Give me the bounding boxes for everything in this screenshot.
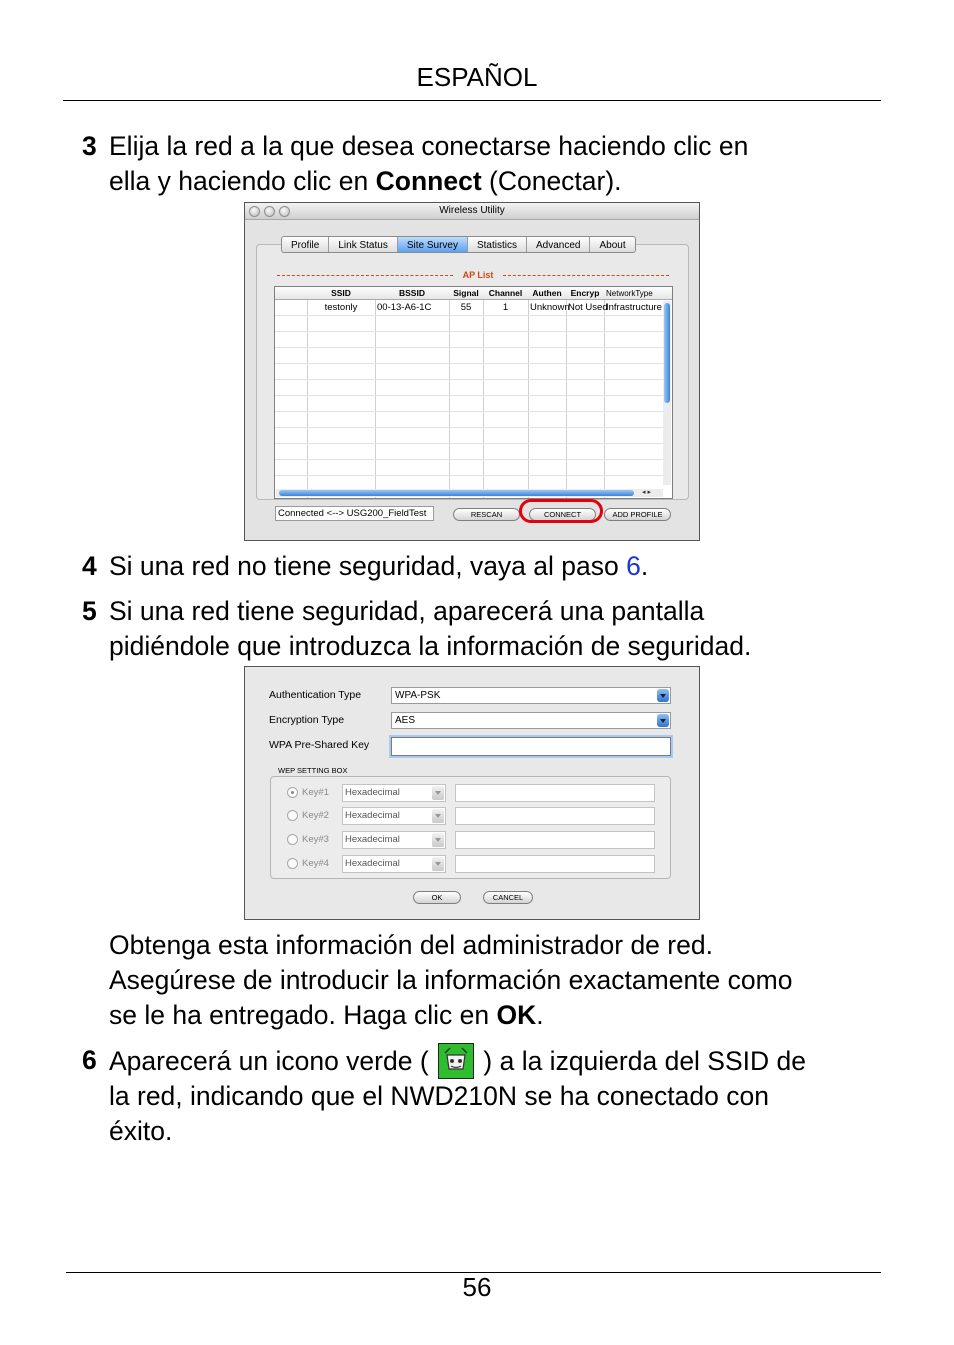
row-divider <box>275 347 664 348</box>
step-5-line-2: pidiéndole que introduzca la información de seguridad. <box>109 631 752 661</box>
step-4-line-1 <box>109 549 882 584</box>
tab-link-status[interactable]: Link Status <box>329 237 397 252</box>
key1-format-value: Hexadecimal <box>345 787 400 798</box>
ap-list-legend <box>273 270 673 282</box>
step-6-line-1 <box>109 1043 882 1079</box>
header-rule <box>63 100 881 101</box>
column-header-ssid[interactable]: SSID <box>331 288 351 298</box>
step-number: 3 <box>82 131 97 161</box>
key4-radio[interactable] <box>287 858 298 869</box>
cell-networktype[interactable]: Infrastructure <box>606 302 662 313</box>
cell-bssid[interactable]: 00-13-A6-1C <box>377 302 432 313</box>
legend-dash-left <box>277 275 453 276</box>
key1-format-select[interactable] <box>342 784 446 802</box>
key3-label: Key#3 <box>302 834 329 845</box>
network-card-icon <box>439 1044 473 1078</box>
cancel-button[interactable]: CANCEL <box>483 891 533 904</box>
scroll-arrows-icon[interactable]: ◂ ▸ <box>642 489 651 496</box>
column-header-bssid[interactable]: BSSID <box>399 288 425 298</box>
key4-format-value: Hexadecimal <box>345 858 400 869</box>
connect-highlight-ring <box>519 499 603 523</box>
key1-label: Key#1 <box>302 787 329 798</box>
row-divider <box>275 427 664 428</box>
row-divider <box>275 459 664 460</box>
step-6 <box>82 1043 882 1149</box>
table-header <box>275 287 672 300</box>
step-number: 4 <box>82 551 97 581</box>
wep-key-row <box>271 807 670 825</box>
text-run: (Conectar). <box>481 166 622 196</box>
header-language: ESPAÑOL <box>416 62 538 92</box>
encryption-type-select[interactable] <box>391 712 671 729</box>
connect-button[interactable]: CONNECT <box>529 508 596 521</box>
psk-label: WPA Pre-Shared Key <box>269 739 370 751</box>
step-number: 5 <box>82 596 97 626</box>
row-divider <box>275 475 664 476</box>
connection-status: Connected <--> USG200_FieldTest <box>275 506 434 521</box>
step-3 <box>82 129 882 199</box>
step-6-line-2: la red, indicando que el NWD210N se ha conectado con <box>109 1081 769 1111</box>
column-header-signal[interactable]: Signal <box>453 288 479 298</box>
tab-statistics[interactable]: Statistics <box>468 237 527 252</box>
column-header-channel[interactable]: Channel <box>488 288 523 298</box>
horizontal-scrollbar[interactable] <box>276 489 663 497</box>
green-connected-icon <box>438 1043 474 1079</box>
tab-about[interactable]: About <box>599 240 626 251</box>
ap-list-label: AP List <box>456 270 500 280</box>
cell-encryp[interactable]: Not Used <box>568 302 608 313</box>
row-divider <box>275 395 664 396</box>
cell-channel[interactable]: 1 <box>502 302 509 313</box>
paragraph-line-3 <box>109 998 889 1033</box>
tab-site-survey[interactable]: Site Survey <box>398 237 468 252</box>
auth-type-select[interactable] <box>391 687 671 704</box>
cell-authen[interactable]: Unknown <box>530 302 570 313</box>
instruction-paragraph <box>109 928 889 1033</box>
row-divider <box>275 331 664 332</box>
key1-input[interactable] <box>455 784 655 802</box>
window-title: Wireless Utility <box>439 205 505 216</box>
cell-signal[interactable]: 55 <box>460 302 472 313</box>
tab-advanced[interactable]: Advanced <box>527 237 590 252</box>
psk-input[interactable] <box>391 737 671 756</box>
step-5-line-1: Si una red tiene seguridad, aparecerá una pantalla <box>109 596 705 626</box>
key2-label: Key#2 <box>302 810 329 821</box>
key3-input[interactable] <box>455 831 655 849</box>
text-run: . <box>536 1000 544 1030</box>
text-run: ) a la izquierda del SSID de <box>483 1046 806 1076</box>
column-divider <box>307 287 308 498</box>
page-number: 56 <box>462 1272 492 1302</box>
key4-format-select[interactable] <box>342 855 446 873</box>
wep-setting-box-label: WEP SETTING BOX <box>278 766 348 775</box>
text-run: Si una red no tiene seguridad, vaya al paso <box>109 551 627 581</box>
chevron-down-icon[interactable] <box>432 833 444 847</box>
column-divider <box>604 287 605 498</box>
step-5 <box>82 594 882 664</box>
chevron-down-icon[interactable] <box>657 689 669 702</box>
row-divider <box>275 363 664 364</box>
key2-format-select[interactable] <box>342 807 446 825</box>
key3-format-value: Hexadecimal <box>345 834 400 845</box>
text-run: Aparecerá un icono verde ( <box>109 1046 429 1076</box>
window-titlebar <box>245 203 699 220</box>
column-divider <box>449 287 450 498</box>
chevron-down-icon[interactable] <box>657 714 669 727</box>
encryption-type-value: AES <box>395 715 416 726</box>
column-header-authen[interactable]: Authen <box>532 288 562 298</box>
text-run: ella y haciendo clic en <box>109 166 376 196</box>
tab-profile[interactable]: Profile <box>282 237 329 252</box>
chevron-down-icon[interactable] <box>432 786 444 800</box>
column-divider <box>528 287 529 498</box>
column-divider <box>375 287 376 498</box>
wep-key-row <box>271 855 670 873</box>
step-4 <box>82 549 882 584</box>
key3-radio[interactable] <box>287 834 298 845</box>
paragraph-line-2: Asegúrese de introducir la información exactamente como <box>109 965 793 995</box>
row-divider <box>275 315 664 316</box>
auth-type-value: WPA-PSK <box>395 690 441 701</box>
ok-button[interactable]: OK <box>413 891 461 904</box>
column-header-networktype[interactable]: NetworkType <box>606 289 653 298</box>
step-3-line-1: Elija la red a la que desea conectarse haciendo clic en <box>109 131 749 161</box>
step-3-line-2 <box>109 164 882 199</box>
key1-radio[interactable] <box>287 787 298 798</box>
text-run: . <box>640 551 649 581</box>
vertical-scroll-thumb[interactable] <box>664 303 670 403</box>
ap-list-table <box>274 286 673 499</box>
key3-format-select[interactable] <box>342 831 446 849</box>
cell-ssid[interactable]: testonly <box>324 302 358 313</box>
step-6-link[interactable]: 6 <box>626 551 641 581</box>
chevron-down-icon[interactable] <box>432 857 444 871</box>
column-divider <box>483 287 484 498</box>
row-divider <box>275 379 664 380</box>
wep-key-row <box>271 784 670 802</box>
step-6-line-3: éxito. <box>109 1116 173 1146</box>
horizontal-scroll-thumb[interactable] <box>279 490 634 496</box>
text-run: se le ha entregado. Haga clic en <box>109 1000 497 1030</box>
wep-setting-box <box>270 776 671 879</box>
rescan-button[interactable]: RESCAN <box>453 508 520 521</box>
chevron-down-icon[interactable] <box>432 809 444 823</box>
ok-term: OK <box>496 1000 537 1030</box>
column-divider <box>566 287 567 498</box>
key2-format-value: Hexadecimal <box>345 810 400 821</box>
wireless-utility-screenshot <box>244 202 700 541</box>
key4-label: Key#4 <box>302 858 329 869</box>
paragraph-line-1: Obtenga esta información del administrador de red. <box>109 930 713 960</box>
key2-radio[interactable] <box>287 810 298 821</box>
tab-bar <box>281 236 636 253</box>
encryption-type-label: Encryption Type <box>269 714 345 726</box>
connect-term: Connect <box>375 166 482 196</box>
vertical-scrollbar[interactable] <box>663 301 671 485</box>
row-divider <box>275 411 664 412</box>
legend-dash-right <box>503 275 669 276</box>
security-settings-screenshot <box>244 666 700 920</box>
key2-input[interactable] <box>455 807 655 825</box>
key4-input[interactable] <box>455 855 655 873</box>
add-profile-button[interactable]: ADD PROFILE <box>604 508 671 521</box>
column-header-encryp[interactable]: Encryp <box>570 288 600 298</box>
wep-key-row <box>271 831 670 849</box>
step-number: 6 <box>82 1045 97 1075</box>
auth-type-label: Authentication Type <box>269 689 362 701</box>
row-divider <box>275 443 664 444</box>
